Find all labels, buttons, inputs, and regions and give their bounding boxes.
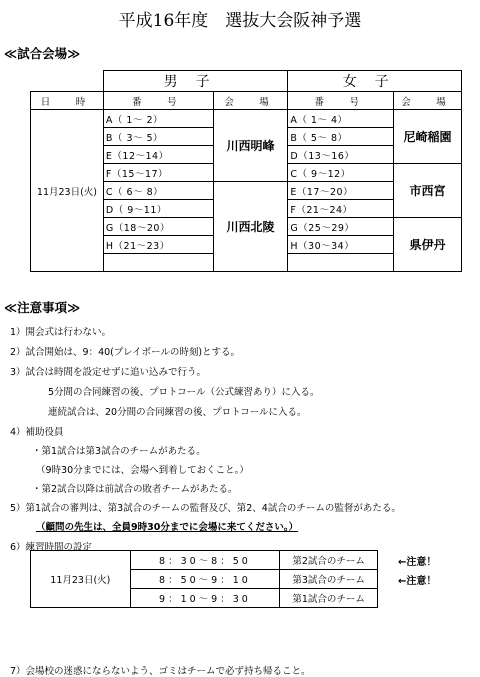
note-item: 1）開会式は行わない。 — [10, 327, 112, 338]
girls-match: B（ 5～ 8） — [288, 128, 394, 146]
note-item: 2）試合開始は、9：40(プレイボールの時刻)とする。 — [10, 347, 241, 358]
note-item: 3）試合は時間を設定せずに追い込みで行う。 — [10, 367, 207, 378]
boys-venue-header: 会 場 — [213, 92, 288, 110]
boys-venue: 川西北陵 — [213, 182, 288, 272]
girls-venue: 市西宮 — [394, 164, 462, 218]
practice-team: 第1試合のチーム — [280, 589, 378, 608]
venue-table — [30, 70, 462, 272]
boys-match: E（12～14） — [103, 146, 213, 164]
boys-match: G（18～20） — [103, 218, 213, 236]
practice-time: 8：50～9：10 — [130, 570, 280, 589]
girls-match: C（ 9～12） — [288, 164, 394, 182]
girls-number-header: 番 号 — [288, 92, 394, 110]
girls-venue-header: 会 場 — [394, 92, 462, 110]
boys-match-empty — [103, 254, 213, 272]
note-item-emphasis: （顧問の先生は、全員9時30分までに会場に来てください。） — [36, 522, 299, 533]
page-title: 平成16年度 選抜大会阪神予選 — [118, 11, 362, 31]
note-item: ・第2試合以降は前試合の敗者チームがあたる。 — [32, 484, 238, 495]
note-item: 6）練習時間の設定 — [10, 542, 93, 553]
practice-team: 第3試合のチーム — [280, 570, 378, 589]
practice-time: 9：10～9：30 — [130, 589, 280, 608]
practice-date: 11月23日(火) — [31, 551, 131, 608]
note-item: 5）第1試合の審判は、第3試合のチームの監督及び、第2、4試合のチームの監督があたる。 — [10, 503, 401, 514]
girls-match: D（13～16） — [288, 146, 394, 164]
boys-match: D（ 9～11） — [103, 200, 213, 218]
note-item: （9時30分までには、会場へ到着しておくこと。） — [36, 465, 249, 476]
girls-match: G（25～29） — [288, 218, 394, 236]
note-item: 4）補助役員 — [10, 427, 64, 438]
boys-match: F（15～17） — [103, 164, 213, 182]
boys-match: C（ 6～ 8） — [103, 182, 213, 200]
note-item: 7）会場校の迷惑にならないよう、ゴミはチームで必ず持ち帰ること。 — [10, 666, 311, 677]
girls-match-empty — [288, 254, 394, 272]
girls-venue: 県伊丹 — [394, 218, 462, 272]
girls-match: H（30～34） — [288, 236, 394, 254]
practice-schedule-table — [30, 550, 378, 608]
boys-match: B（ 3～ 5） — [103, 128, 213, 146]
boys-match: A（ 1～ 2） — [103, 110, 213, 128]
section-notes-heading: ≪注意事項≫ — [4, 300, 81, 315]
practice-time: 8：30～8：50 — [130, 551, 280, 570]
warning-note: ←注意！ — [398, 576, 437, 587]
note-item: 連続試合は、20分間の合同練習の後、プロトコールに入る。 — [48, 407, 307, 418]
girls-match: F（21～24） — [288, 200, 394, 218]
girls-venue: 尼崎稲園 — [394, 110, 462, 164]
boys-match: H（21～23） — [103, 236, 213, 254]
warning-note: ←注意！ — [398, 557, 437, 568]
match-date: 11月23日(火) — [31, 110, 104, 272]
date-col-header: 日 時 — [31, 92, 104, 110]
boys-venue: 川西明峰 — [213, 110, 288, 182]
girls-header: 女子 — [288, 71, 462, 92]
boys-number-header: 番 号 — [103, 92, 213, 110]
section-venues-heading: ≪試合会場≫ — [4, 46, 81, 61]
practice-team: 第2試合のチーム — [280, 551, 378, 570]
girls-match: A（ 1～ 4） — [288, 110, 394, 128]
boys-header: 男子 — [103, 71, 287, 92]
note-item: 5分間の合同練習の後、プロトコール（公式練習あり）に入る。 — [48, 387, 320, 398]
girls-match: E（17～20） — [288, 182, 394, 200]
note-item: ・第1試合は第3試合のチームがあたる。 — [32, 446, 206, 457]
